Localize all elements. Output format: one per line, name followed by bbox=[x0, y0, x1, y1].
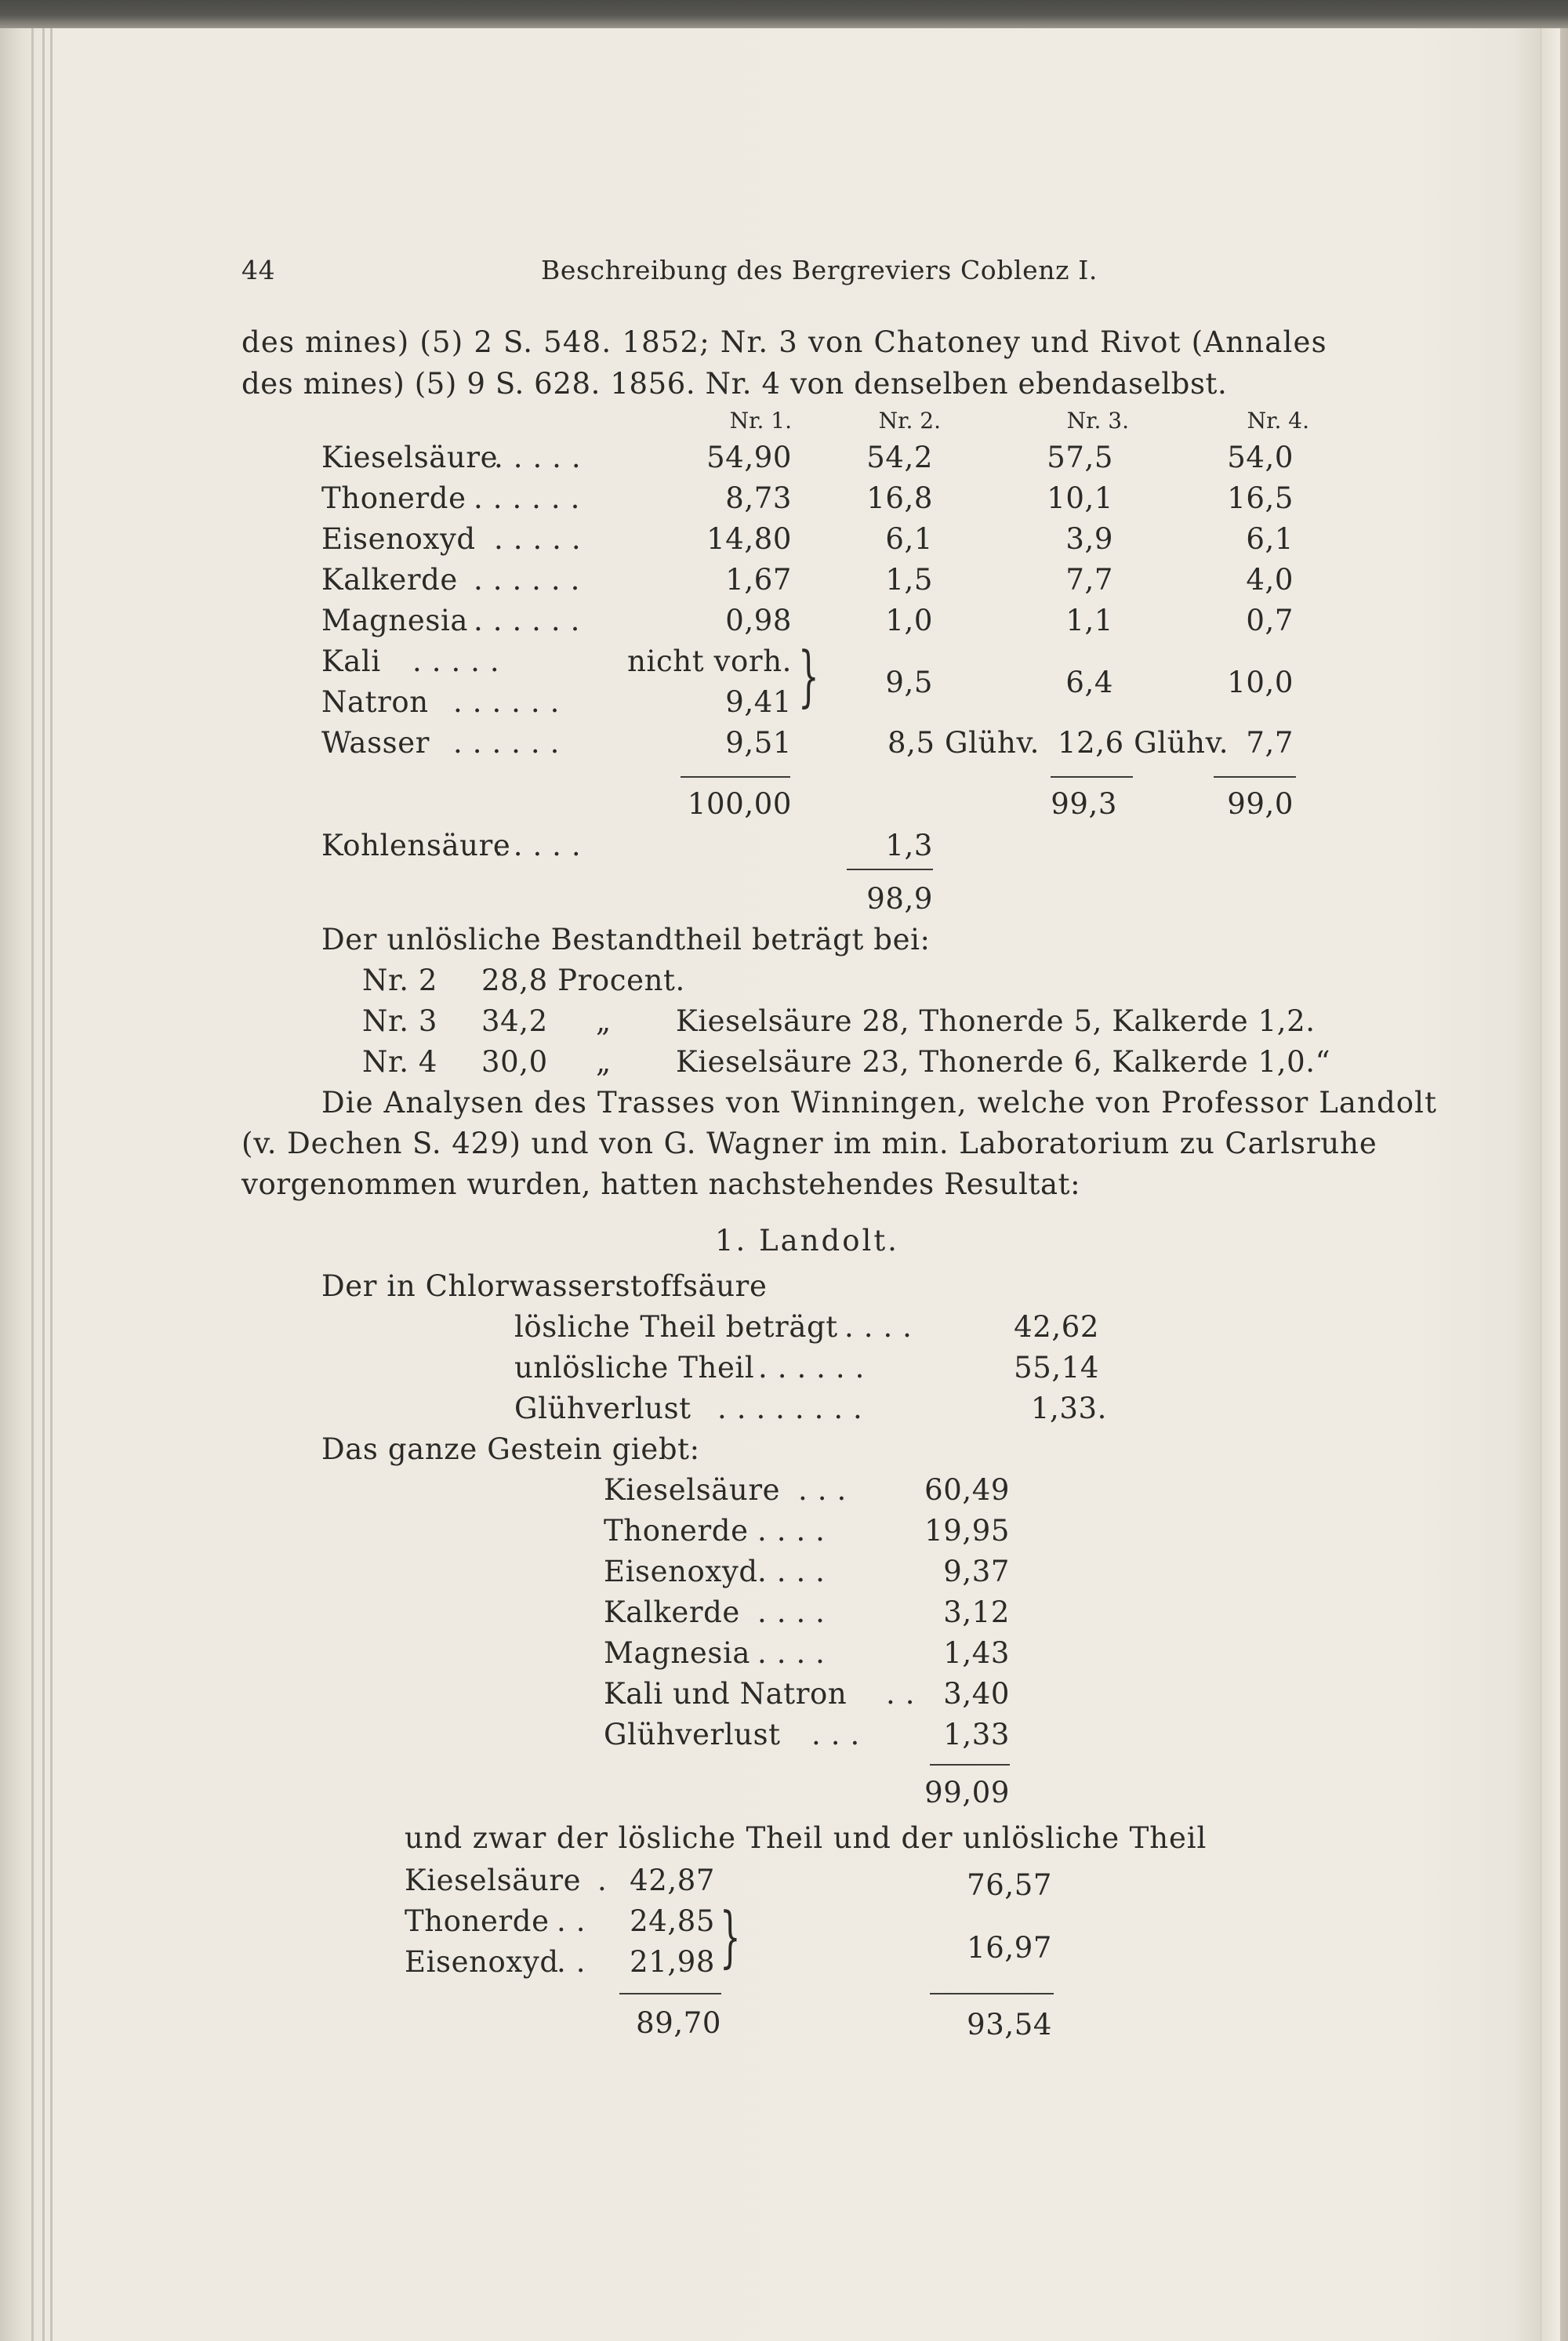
cell-nr3: 1,1 bbox=[1065, 604, 1113, 637]
intro-line: des mines) (5) 2 S. 548. 1852; Nr. 3 von Chatoney und Rivot (Annales bbox=[241, 325, 1327, 359]
page-edge-line bbox=[31, 28, 34, 2341]
column-header: Nr. 3. bbox=[1066, 408, 1129, 434]
value: 19,95 bbox=[924, 1514, 1010, 1548]
insoluble-intro: Der unlösliche Bestandtheil beträgt bei: bbox=[321, 923, 931, 956]
row-label: Thonerde bbox=[321, 481, 466, 515]
cell-nr3: 7,7 bbox=[1065, 563, 1113, 597]
soluble-value: 42,87 bbox=[630, 1864, 715, 1897]
sum-rule bbox=[1214, 776, 1296, 778]
cell-nr1: 14,80 bbox=[706, 522, 792, 556]
insoluble-value: 76,57 bbox=[967, 1868, 1052, 1902]
soluble-value: 24,85 bbox=[630, 1904, 715, 1938]
dot-leader: . . . . . . bbox=[758, 1351, 865, 1385]
soluble-value: 21,98 bbox=[630, 1945, 715, 1979]
row-label: Natron bbox=[321, 685, 429, 719]
row-label: Eisenoxyd bbox=[321, 522, 476, 556]
ditto-mark: „ bbox=[596, 1004, 612, 1038]
whole-total: 99,09 bbox=[924, 1776, 1010, 1809]
intro-line: des mines) (5) 9 S. 628. 1856. Nr. 4 von denselben ebendaselbst. bbox=[241, 367, 1228, 401]
dot-leader: . . . . . . bbox=[474, 604, 580, 637]
row-label: Kieselsäure bbox=[405, 1864, 582, 1897]
cell-nr3: 12,6 Glühv. bbox=[1058, 726, 1229, 760]
dot-leader: . . bbox=[886, 1677, 916, 1711]
cell-nr2: 9,5 bbox=[885, 666, 933, 699]
next-page-edge bbox=[1541, 28, 1560, 2341]
row-label: Kali bbox=[321, 644, 381, 678]
cell-nr2: 1,0 bbox=[885, 604, 933, 637]
insoluble-value: 28,8 Procent. bbox=[481, 964, 685, 997]
total-nr4: 99,0 bbox=[1227, 787, 1294, 821]
dot-leader: . . . . . bbox=[412, 644, 500, 678]
cell-nr2: 54,2 bbox=[866, 441, 933, 474]
value: 3,12 bbox=[943, 1595, 1010, 1629]
row-label: Kali und Natron bbox=[604, 1677, 848, 1711]
column-header: Nr. 4. bbox=[1247, 408, 1309, 434]
page-number: 44 bbox=[241, 255, 276, 285]
cell-nr4: 54,0 bbox=[1227, 441, 1294, 474]
row-label: Magnesia bbox=[321, 604, 469, 637]
sum-rule bbox=[930, 1764, 1010, 1766]
dot-leader: . . . . . bbox=[494, 441, 582, 474]
value: 55,14 bbox=[1014, 1351, 1099, 1385]
cell-nr1: 54,90 bbox=[706, 441, 792, 474]
page-edge-line bbox=[50, 28, 53, 2341]
whole-intro: Das ganze Gestein giebt: bbox=[321, 1432, 700, 1466]
cell-nr4: 7,7 bbox=[1246, 726, 1294, 760]
dot-leader: . . . bbox=[798, 1473, 847, 1507]
cell-nr4: 0,7 bbox=[1246, 604, 1294, 637]
running-title: Beschreibung des Bergreviers Coblenz I. bbox=[541, 255, 1098, 285]
value: 1,33 bbox=[943, 1718, 1010, 1751]
value: 42,62 bbox=[1014, 1310, 1099, 1344]
value: 9,37 bbox=[943, 1555, 1010, 1588]
book-top-edge bbox=[0, 0, 1568, 28]
curly-brace: } bbox=[720, 1898, 741, 1975]
row-label: lösliche Theil beträgt bbox=[514, 1310, 838, 1344]
sum-rule bbox=[681, 776, 790, 778]
cell-nr3: 57,5 bbox=[1047, 441, 1113, 474]
column-header: Nr. 1. bbox=[729, 408, 792, 434]
insoluble-value: 30,0 bbox=[481, 1045, 548, 1079]
cell-nr1: 8,73 bbox=[725, 481, 792, 515]
row-label: Magnesia bbox=[604, 1636, 751, 1670]
section-heading: 1. Landolt. bbox=[715, 1224, 899, 1258]
total-nr1: 100,00 bbox=[687, 787, 792, 821]
dot-leader: . . . . bbox=[757, 1636, 826, 1670]
row-label: Thonerde bbox=[405, 1904, 550, 1938]
dot-leader: . . . . . . bbox=[453, 685, 560, 719]
cell-nr4: 10,0 bbox=[1227, 666, 1294, 699]
sum-rule bbox=[1051, 776, 1133, 778]
paragraph-line: (v. Dechen S. 429) und von G. Wagner im min. Laboratorium zu Carlsruhe bbox=[241, 1127, 1377, 1160]
cell-nr1: nicht vorh. bbox=[627, 644, 792, 678]
dot-leader: . . . . . . bbox=[453, 726, 560, 760]
ditto-mark: „ bbox=[596, 1045, 612, 1079]
insoluble-detail: Kieselsäure 28, Thonerde 5, Kalkerde 1,2. bbox=[676, 1004, 1316, 1038]
row-label: Wasser bbox=[321, 726, 430, 760]
insoluble-nr: Nr. 4 bbox=[362, 1045, 438, 1079]
dot-leader: . . . . . bbox=[494, 829, 582, 862]
dot-leader: . . . . bbox=[757, 1595, 826, 1629]
sum-rule bbox=[619, 1993, 721, 1994]
insoluble-value: 34,2 bbox=[481, 1004, 548, 1038]
combined-insoluble: 16,97 bbox=[967, 1931, 1052, 1965]
value: 1,43 bbox=[943, 1636, 1010, 1670]
cell-nr2: 1,3 bbox=[885, 829, 933, 862]
cell-nr3: 3,9 bbox=[1065, 522, 1113, 556]
cell-nr2: 16,8 bbox=[866, 481, 933, 515]
row-label: Thonerde bbox=[604, 1514, 749, 1548]
row-label: Eisenoxyd bbox=[604, 1555, 758, 1588]
split-intro: und zwar der lösliche Theil und der unlösliche Theil bbox=[405, 1821, 1207, 1855]
cell-nr4: 4,0 bbox=[1246, 563, 1294, 597]
dot-leader: . . . . . bbox=[494, 522, 582, 556]
value: 1,33. bbox=[1030, 1392, 1107, 1425]
soluble-total: 89,70 bbox=[636, 2006, 721, 2040]
value: 60,49 bbox=[924, 1473, 1010, 1507]
cell-nr1: 9,51 bbox=[725, 726, 792, 760]
cell-nr2: 6,1 bbox=[885, 522, 933, 556]
dot-leader: . . . . . . . . bbox=[717, 1392, 863, 1425]
row-label: Kohlensäure bbox=[321, 829, 511, 862]
dot-leader: . . . bbox=[811, 1718, 860, 1751]
curly-brace: } bbox=[798, 637, 819, 714]
cell-nr2: 1,5 bbox=[885, 563, 933, 597]
paragraph-line: Die Analysen des Trasses von Winningen, welche von Professor Landolt bbox=[321, 1086, 1438, 1120]
column-header: Nr. 2. bbox=[878, 408, 941, 434]
row-label: unlösliche Theil bbox=[514, 1351, 755, 1385]
page-edge-line bbox=[42, 28, 45, 2341]
row-label: Glühverlust bbox=[604, 1718, 781, 1751]
cell-nr1: 9,41 bbox=[725, 685, 792, 719]
row-label: Kalkerde bbox=[321, 563, 458, 597]
landolt-intro: Der in Chlorwasserstoffsäure bbox=[321, 1269, 768, 1303]
value: 3,40 bbox=[943, 1677, 1010, 1711]
dot-leader: . . . . bbox=[757, 1514, 826, 1548]
dot-leader: . bbox=[597, 1864, 608, 1897]
cell-nr4: 16,5 bbox=[1227, 481, 1294, 515]
dot-leader: . . . . bbox=[844, 1310, 913, 1344]
row-label: Kieselsäure bbox=[321, 441, 499, 474]
row-label: Kieselsäure bbox=[604, 1473, 781, 1507]
paragraph-line: vorgenommen wurden, hatten nachstehendes Resultat: bbox=[241, 1167, 1081, 1201]
insoluble-nr: Nr. 3 bbox=[362, 1004, 438, 1038]
row-label: Eisenoxyd bbox=[405, 1945, 559, 1979]
cell-nr3: 10,1 bbox=[1047, 481, 1113, 515]
insoluble-total: 93,54 bbox=[967, 2008, 1052, 2042]
row-label: Glühverlust bbox=[514, 1392, 691, 1425]
cell-nr3: 6,4 bbox=[1065, 666, 1113, 699]
cell-nr1: 0,98 bbox=[725, 604, 792, 637]
sum-rule bbox=[847, 869, 933, 870]
dot-leader: . . . . . . bbox=[474, 563, 580, 597]
total-nr2: 98,9 bbox=[866, 882, 933, 916]
total-nr3: 99,3 bbox=[1051, 787, 1117, 821]
insoluble-nr: Nr. 2 bbox=[362, 964, 438, 997]
dot-leader: . . bbox=[557, 1904, 586, 1938]
dot-leader: . . . . bbox=[757, 1555, 826, 1588]
cell-nr1: 1,67 bbox=[725, 563, 792, 597]
dot-leader: . . bbox=[557, 1945, 586, 1979]
row-label: Kalkerde bbox=[604, 1595, 740, 1629]
cell-nr4: 6,1 bbox=[1246, 522, 1294, 556]
cell-nr2: 8,5 Glühv. bbox=[887, 726, 1040, 760]
insoluble-detail: Kieselsäure 23, Thonerde 6, Kalkerde 1,0.“ bbox=[676, 1045, 1331, 1079]
dot-leader: . . . . . . bbox=[474, 481, 580, 515]
sum-rule bbox=[930, 1993, 1054, 1994]
